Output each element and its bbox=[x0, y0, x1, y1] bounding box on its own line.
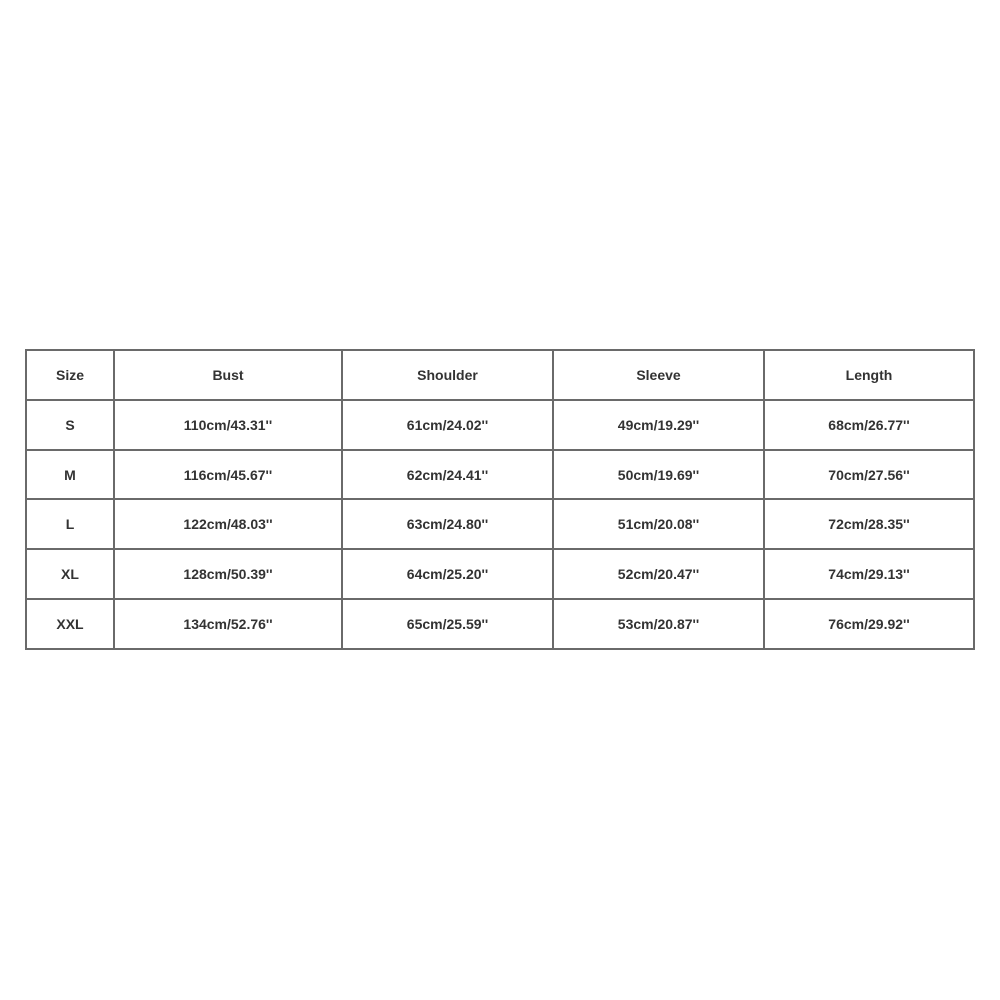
table-row bbox=[26, 499, 974, 549]
cell-shoulder: 62cm/24.41'' bbox=[342, 450, 553, 500]
cell-bust: 116cm/45.67'' bbox=[114, 450, 342, 500]
header-bust: Bust bbox=[114, 350, 342, 400]
cell-length: 70cm/27.56'' bbox=[764, 450, 974, 500]
cell-sleeve: 49cm/19.29'' bbox=[553, 400, 764, 450]
cell-shoulder: 63cm/24.80'' bbox=[342, 499, 553, 549]
cell-size: M bbox=[26, 450, 114, 500]
cell-bust: 122cm/48.03'' bbox=[114, 499, 342, 549]
header-size: Size bbox=[26, 350, 114, 400]
cell-length: 74cm/29.13'' bbox=[764, 549, 974, 599]
cell-size: L bbox=[26, 499, 114, 549]
cell-length: 76cm/29.92'' bbox=[764, 599, 974, 649]
cell-size: XL bbox=[26, 549, 114, 599]
cell-length: 72cm/28.35'' bbox=[764, 499, 974, 549]
cell-bust: 134cm/52.76'' bbox=[114, 599, 342, 649]
header-row bbox=[26, 350, 974, 400]
cell-size: XXL bbox=[26, 599, 114, 649]
size-chart-table bbox=[25, 349, 975, 650]
cell-length: 68cm/26.77'' bbox=[764, 400, 974, 450]
cell-shoulder: 61cm/24.02'' bbox=[342, 400, 553, 450]
header-length: Length bbox=[764, 350, 974, 400]
cell-bust: 128cm/50.39'' bbox=[114, 549, 342, 599]
header-sleeve: Sleeve bbox=[553, 350, 764, 400]
cell-sleeve: 51cm/20.08'' bbox=[553, 499, 764, 549]
cell-sleeve: 50cm/19.69'' bbox=[553, 450, 764, 500]
table-row bbox=[26, 599, 974, 649]
table-row bbox=[26, 450, 974, 500]
cell-shoulder: 64cm/25.20'' bbox=[342, 549, 553, 599]
table-row bbox=[26, 400, 974, 450]
table-row bbox=[26, 549, 974, 599]
cell-sleeve: 52cm/20.47'' bbox=[553, 549, 764, 599]
cell-bust: 110cm/43.31'' bbox=[114, 400, 342, 450]
cell-size: S bbox=[26, 400, 114, 450]
cell-shoulder: 65cm/25.59'' bbox=[342, 599, 553, 649]
cell-sleeve: 53cm/20.87'' bbox=[553, 599, 764, 649]
header-shoulder: Shoulder bbox=[342, 350, 553, 400]
